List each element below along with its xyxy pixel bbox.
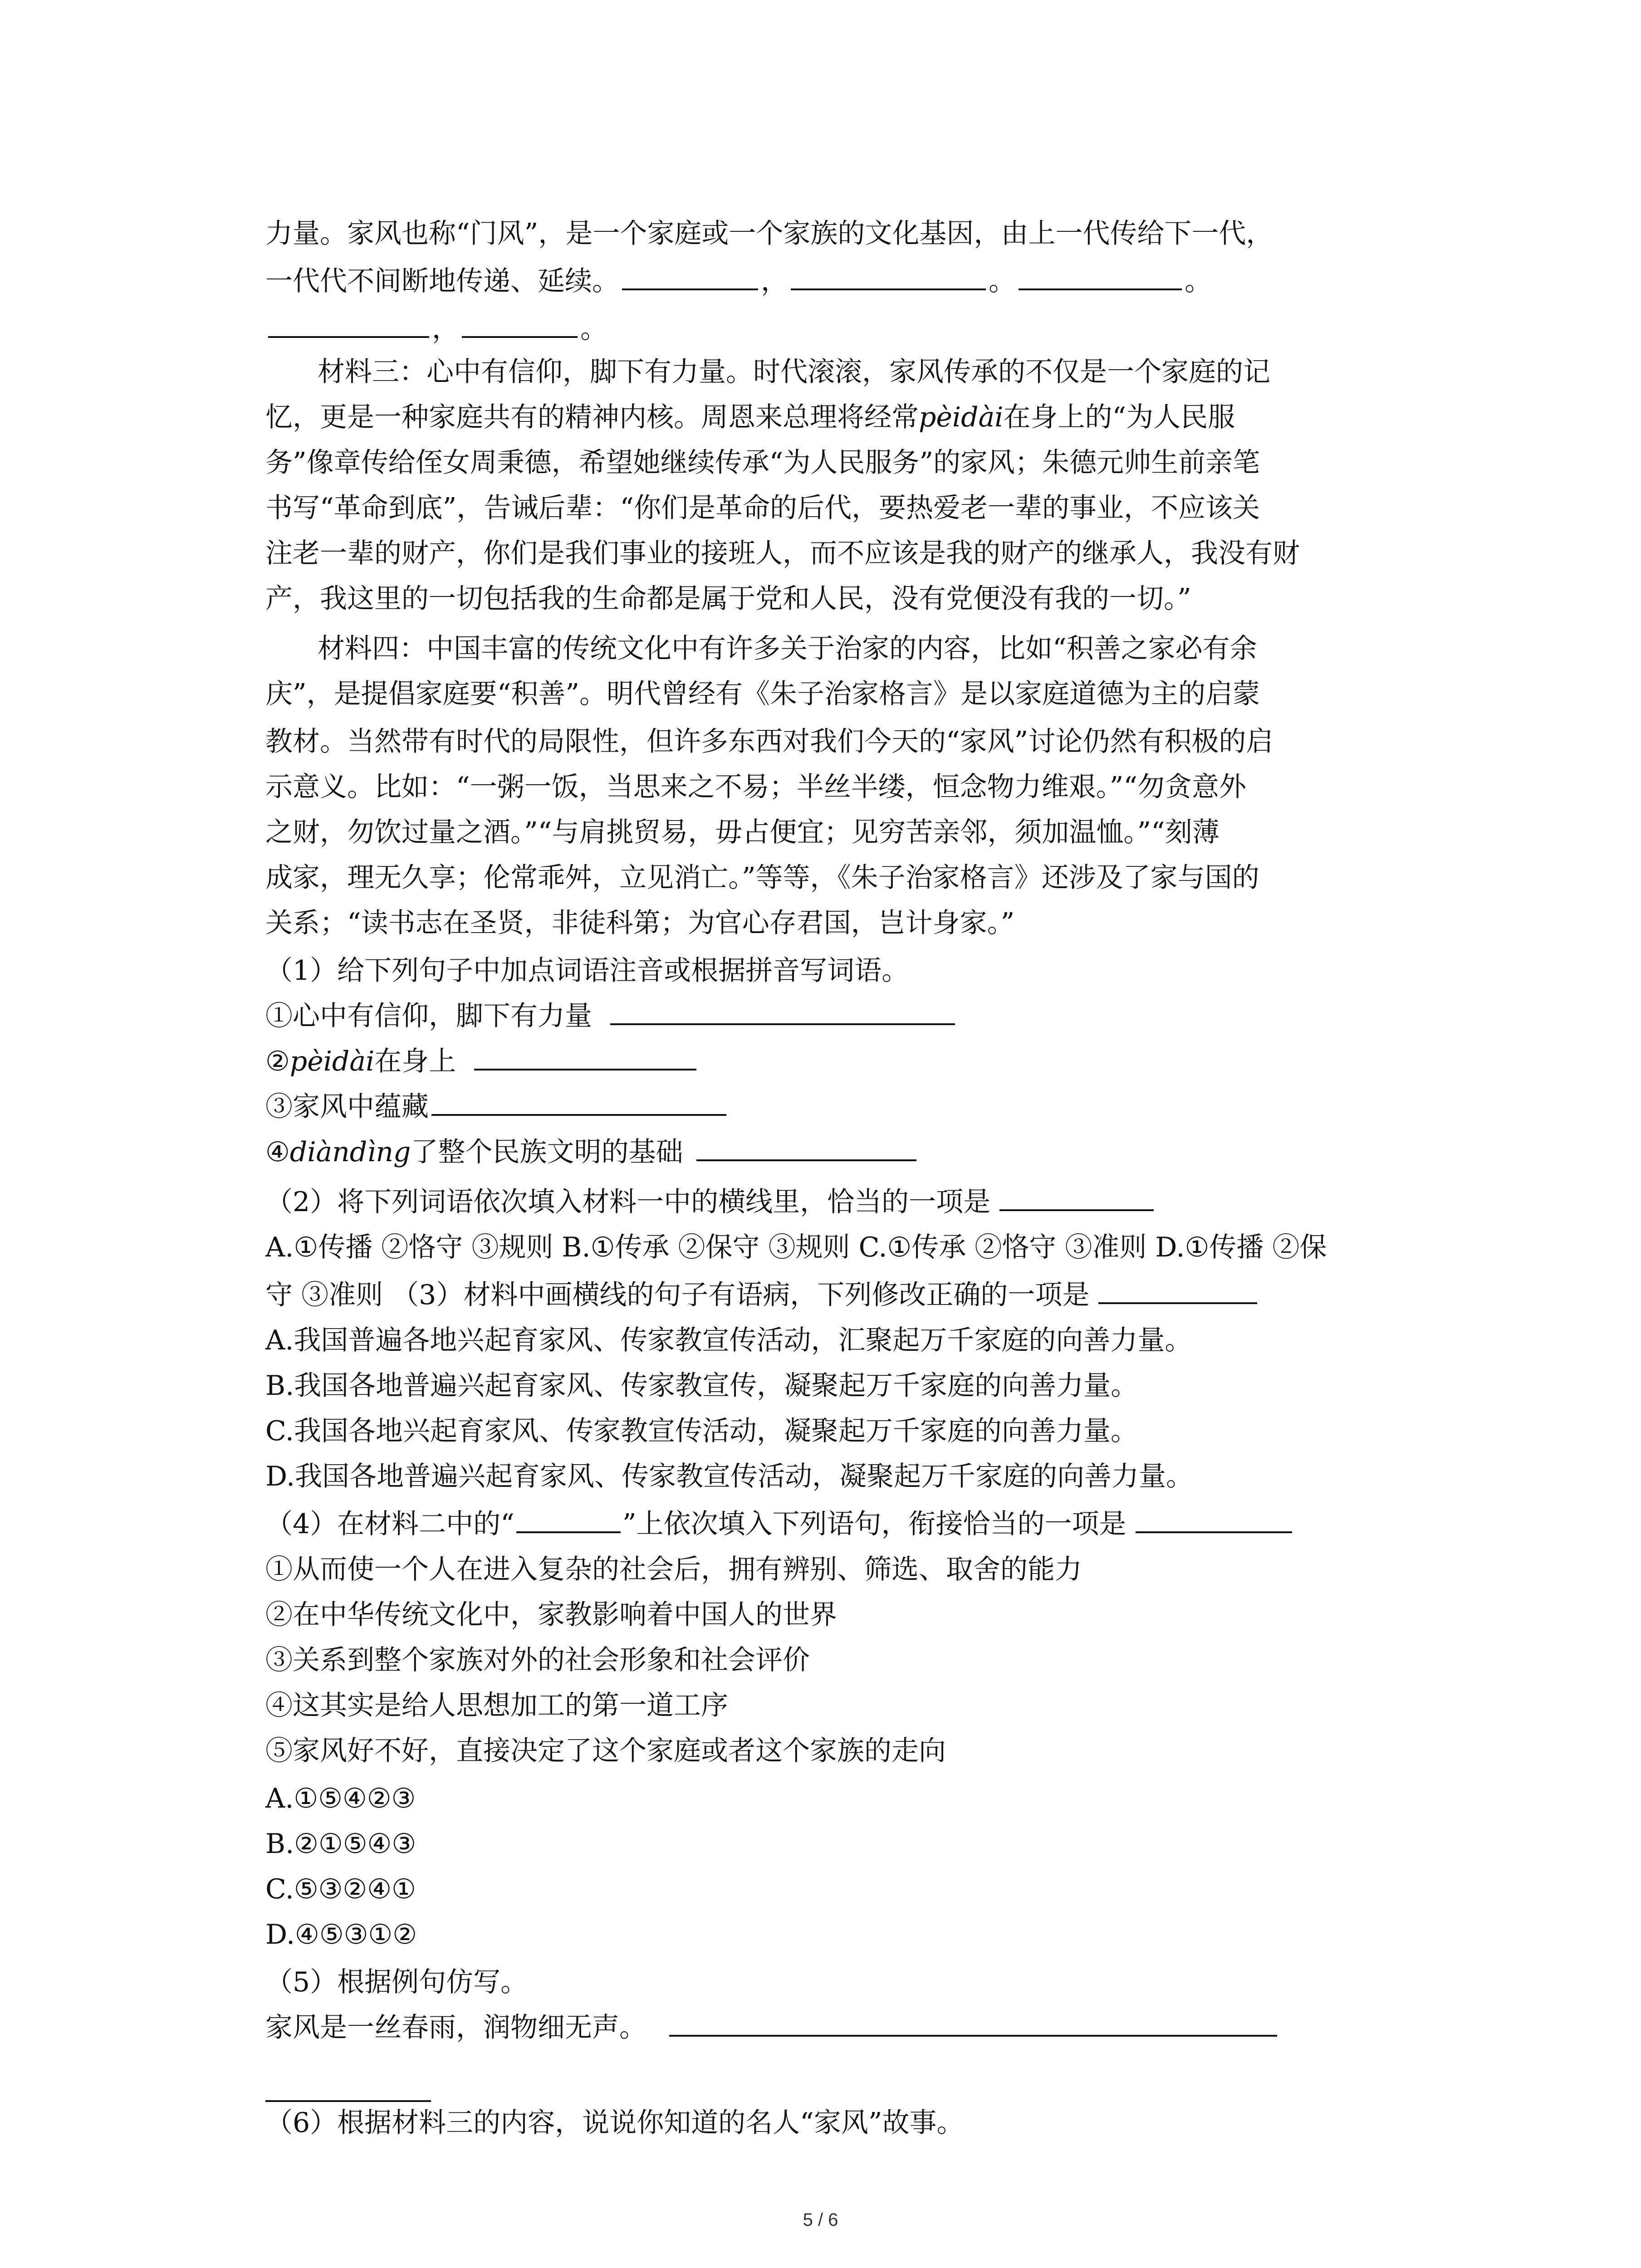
answer-blank[interactable] [1136,1507,1292,1533]
sentence-item: ④这其实是给人思想加工的第一道工序 [265,1690,728,1721]
question-1-item: ④diàndìng了整个民族文明的基础 [265,1134,919,1170]
answer-blank[interactable] [462,312,578,338]
text-line: 关系；“读书志在圣贤，非徒科第；为官心存君国，岂计身家。” [265,907,1015,939]
question-1-item: ②pèidài在身上 [265,1043,699,1080]
option-a[interactable]: A.我国普遍各地兴起育家风、传家教宣传活动，汇聚起万千家庭的向善力量。 [265,1325,1192,1356]
question-5-example: 家风是一丝春雨，润物细无声。 [265,2009,1280,2046]
answer-blank[interactable] [696,1135,916,1161]
sentence-item: ②在中华传统文化中，家教影响着中国人的世界 [265,1599,837,1631]
text-line: 庆”，是提倡家庭要“积善”。明代曾经有《朱子治家格言》是以家庭道德为主的启蒙 [265,678,1260,710]
text-line: 产，我这里的一切包括我的生命都是属于党和人民，没有党便没有我的一切。” [265,583,1191,615]
option-c[interactable]: C.我国各地兴起育家风、传家教宣传活动，凝聚起万千家庭的向善力量。 [265,1415,1138,1447]
question-1-item: ③家风中蕴藏 [265,1089,729,1125]
answer-blank[interactable] [610,999,955,1025]
question-2: （2）将下列词语依次填入材料一中的横线里，恰当的一项是 [265,1184,1156,1220]
option-c[interactable]: C.⑤③②④① [265,1873,416,1905]
answer-blank[interactable] [669,2010,1277,2037]
text-line: 之财，勿饮过量之酒。”“与肩挑贸易，毋占便宜；见穷苦亲邻，须加温恤。”“刻薄 [265,816,1220,848]
sentence-item: ③关系到整个家族对外的社会形象和社会评价 [265,1644,810,1676]
pinyin: diàndìng [289,1136,411,1168]
question-6: （6）根据材料三的内容，说说你知道的名人“家风”故事。 [265,2107,964,2139]
text-line: 力量。家风也称“门风”，是一个家庭或一个家族的文化基因，由上一代传给下一代， [265,218,1274,249]
answer-blank[interactable] [474,1044,696,1070]
text-line: 忆，更是一种家庭共有的精神内核。周恩来总理将经常pèidài在身上的“为人民服 [265,401,1235,433]
answer-blank[interactable] [265,2100,431,2102]
answer-blank[interactable] [516,1507,621,1533]
answer-blank[interactable] [1019,264,1182,290]
question-1-item: ①心中有信仰，脚下有力量 [265,998,958,1034]
question-1: （1）给下列句子中加点词语注音或根据拼音写词语。 [265,955,909,987]
page-number: 5 / 6 [803,2210,838,2230]
option-b[interactable]: B.②①⑤④③ [265,1828,416,1860]
option-a[interactable]: A.①⑤④②③ [265,1783,416,1814]
pinyin: pèidài [919,401,1004,433]
answer-blank[interactable] [1098,1278,1257,1304]
question-5: （5）根据例句仿写。 [265,1966,528,1998]
answer-blank[interactable] [622,264,758,290]
text-line: 成家，理无久享；伦常乖舛，立见消亡。”等等，《朱子治家格言》还涉及了家与国的 [265,862,1259,894]
option-d[interactable]: D.我国各地普遍兴起育家风、传家教宣传活动，凝聚起万千家庭的向善力量。 [265,1461,1194,1492]
question-3: 守 ③准则 （3）材料中画横线的句子有语病，下列修改正确的一项是 [265,1277,1260,1313]
text-line: 材料四：中国丰富的传统文化中有许多关于治家的内容，比如“积善之家必有余 [318,633,1257,665]
text-line: 注老一辈的财产，你们是我们事业的接班人，而不应该是我的财产的继承人，我没有财 [265,538,1300,569]
text-line: 材料三：心中有信仰，脚下有力量。时代滚滚，家风传承的不仅是一个家庭的记 [318,356,1270,388]
text-line: 教材。当然带有时代的局限性，但许多东西对我们今天的“家风”讨论仍然有积极的启 [265,726,1274,758]
option-d[interactable]: D.④⑤③①② [265,1919,417,1950]
question-2-options: A.①传播 ②恪守 ③规则 B.①传承 ②保守 ③规则 C.①传承 ②恪守 ③准则 D.①传播 ②保 [265,1232,1327,1263]
question-4: （4）在材料二中的“ ”上依次填入下列语句，衔接恰当的一项是 [265,1506,1295,1542]
sentence-item: ⑤家风好不好，直接决定了这个家庭或者这个家族的走向 [265,1735,946,1767]
text-line: ， 。 [265,311,607,347]
text-line: 书写“革命到底”，告诫后辈：“你们是革命的后代，要热爱老一辈的事业，不应该关 [265,492,1260,524]
answer-blank[interactable] [999,1185,1154,1211]
pinyin: pèidài [289,1046,375,1077]
answer-blank[interactable] [791,264,986,290]
text-line: 一代代不间断地传递、延续。 ， 。 。 [265,263,1212,299]
option-b[interactable]: B.我国各地普遍兴起育家风、传家教宣传，凝聚起万千家庭的向善力量。 [265,1370,1138,1402]
answer-blank[interactable] [268,312,429,338]
sentence-item: ①从而使一个人在进入复杂的社会后，拥有辨别、筛选、取舍的能力 [265,1554,1082,1585]
answer-blank[interactable] [431,1090,726,1116]
text-line: 务”像章传给侄女周秉德，希望她继续传承“为人民服务”的家风；朱德元帅生前亲笔 [265,447,1260,479]
text-line: 示意义。比如：“一粥一饭，当思来之不易；半丝半缕，恒念物力维艰。”“勿贪意外 [265,771,1247,803]
